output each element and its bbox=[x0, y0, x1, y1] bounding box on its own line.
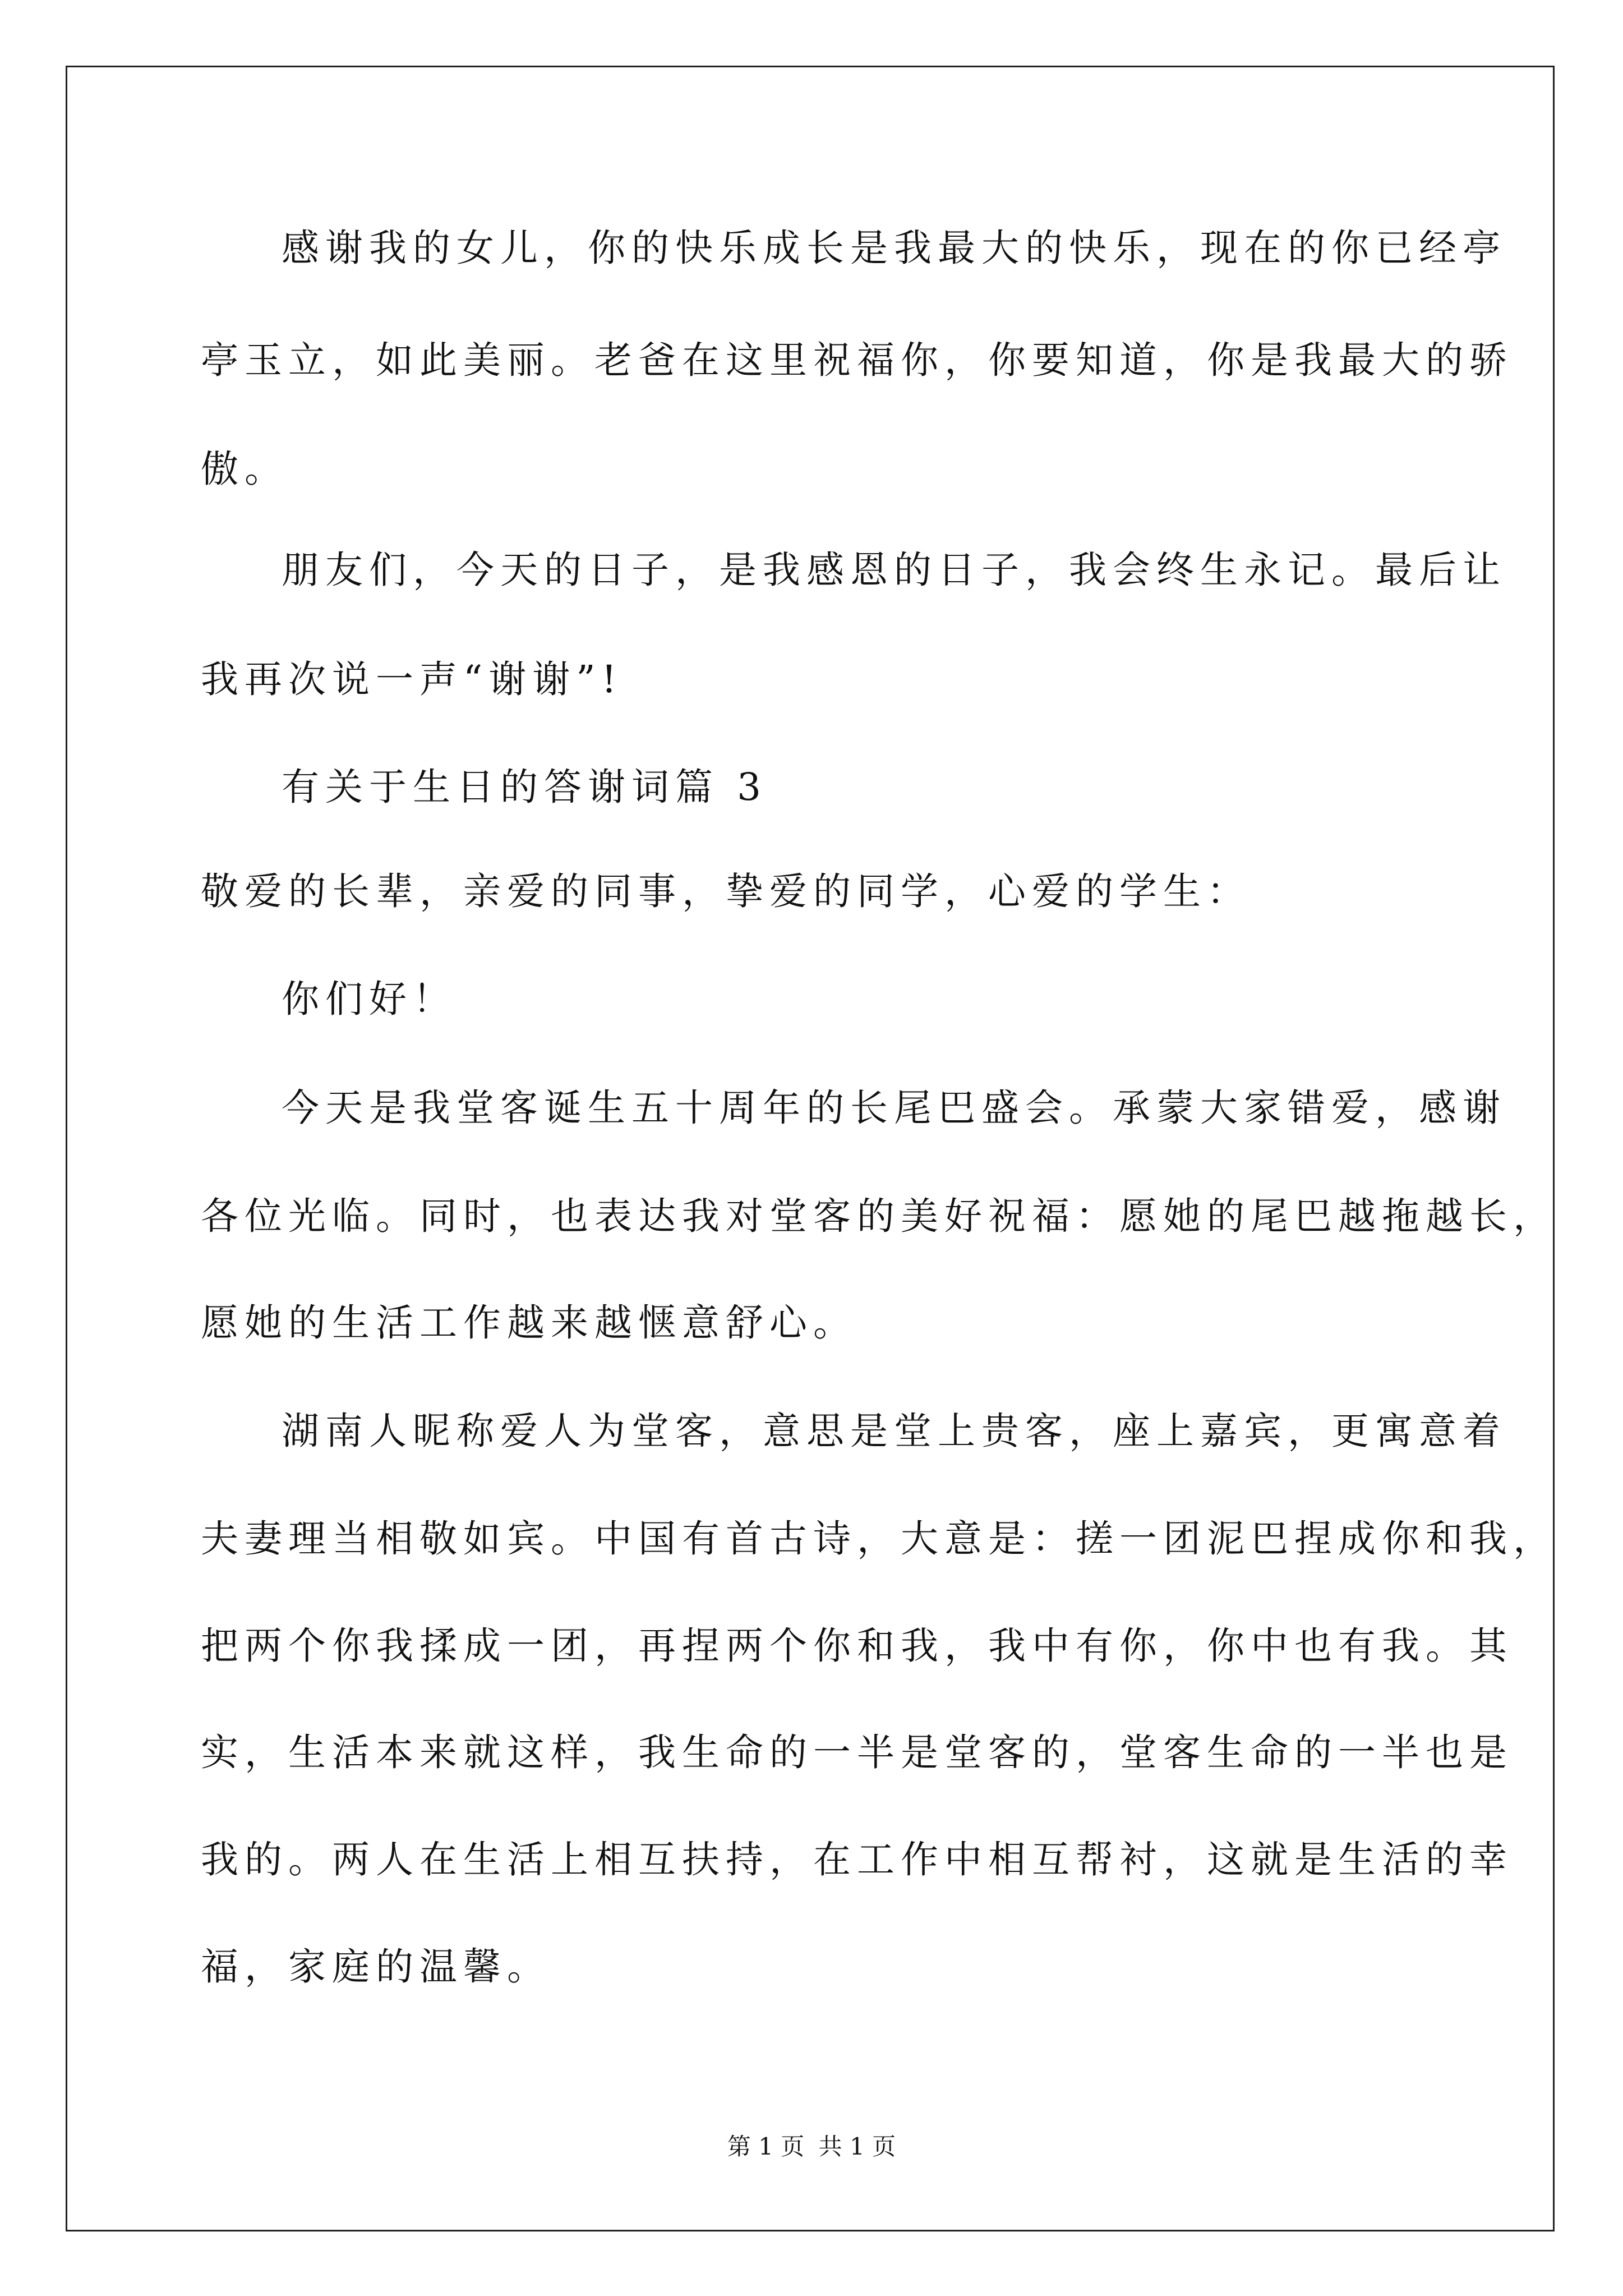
paragraph-line: 湖南人昵称爱人为堂客，意思是堂上贵客，座上嘉宾，更寓意着 bbox=[282, 1409, 1506, 1453]
paragraph-line: 感谢我的女儿，你的快乐成长是我最大的快乐，现在的你已经亭 bbox=[282, 226, 1506, 270]
greeting: 你们好！ bbox=[282, 977, 457, 1021]
paragraph-line: 把两个你我揉成一团，再捏两个你和我，我中有你，你中也有我。其 bbox=[201, 1624, 1513, 1668]
page-footer bbox=[0, 2133, 1623, 2161]
page-number: 第 1 页 bbox=[727, 2133, 805, 2160]
section-heading: 有关于生日的答谢词篇 3 bbox=[282, 765, 767, 809]
paragraph-line: 各位光临。同时，也表达我对堂客的美好祝福：愿她的尾巴越拖越长， bbox=[201, 1194, 1557, 1238]
paragraph-line: 朋友们，今天的日子，是我感恩的日子，我会终生永记。最后让 bbox=[282, 548, 1506, 592]
page-border bbox=[66, 66, 1555, 2231]
salutation: 敬爱的长辈，亲爱的同事，挚爱的同学，心爱的学生： bbox=[201, 869, 1251, 913]
paragraph-line: 今天是我堂客诞生五十周年的长尾巴盛会。承蒙大家错爱，感谢 bbox=[282, 1086, 1506, 1130]
paragraph-line: 傲。 bbox=[201, 447, 288, 491]
paragraph-line: 我的。两人在生活上相互扶持，在工作中相互帮衬，这就是生活的幸 bbox=[201, 1838, 1513, 1881]
paragraph-line: 亭玉立，如此美丽。老爸在这里祝福你，你要知道，你是我最大的骄 bbox=[201, 338, 1513, 382]
paragraph-line: 实，生活本来就这样，我生命的一半是堂客的，堂客生命的一半也是 bbox=[201, 1731, 1513, 1774]
paragraph-line: 福，家庭的温馨。 bbox=[201, 1945, 551, 1989]
page-total: 共 1 页 bbox=[818, 2133, 896, 2160]
paragraph-line: 愿她的生活工作越来越惬意舒心。 bbox=[201, 1301, 857, 1345]
paragraph-line: 我再次说一声“谢谢”! bbox=[201, 657, 623, 701]
paragraph-line: 夫妻理当相敬如宾。中国有首古诗，大意是：搓一团泥巴捏成你和我， bbox=[201, 1517, 1557, 1561]
